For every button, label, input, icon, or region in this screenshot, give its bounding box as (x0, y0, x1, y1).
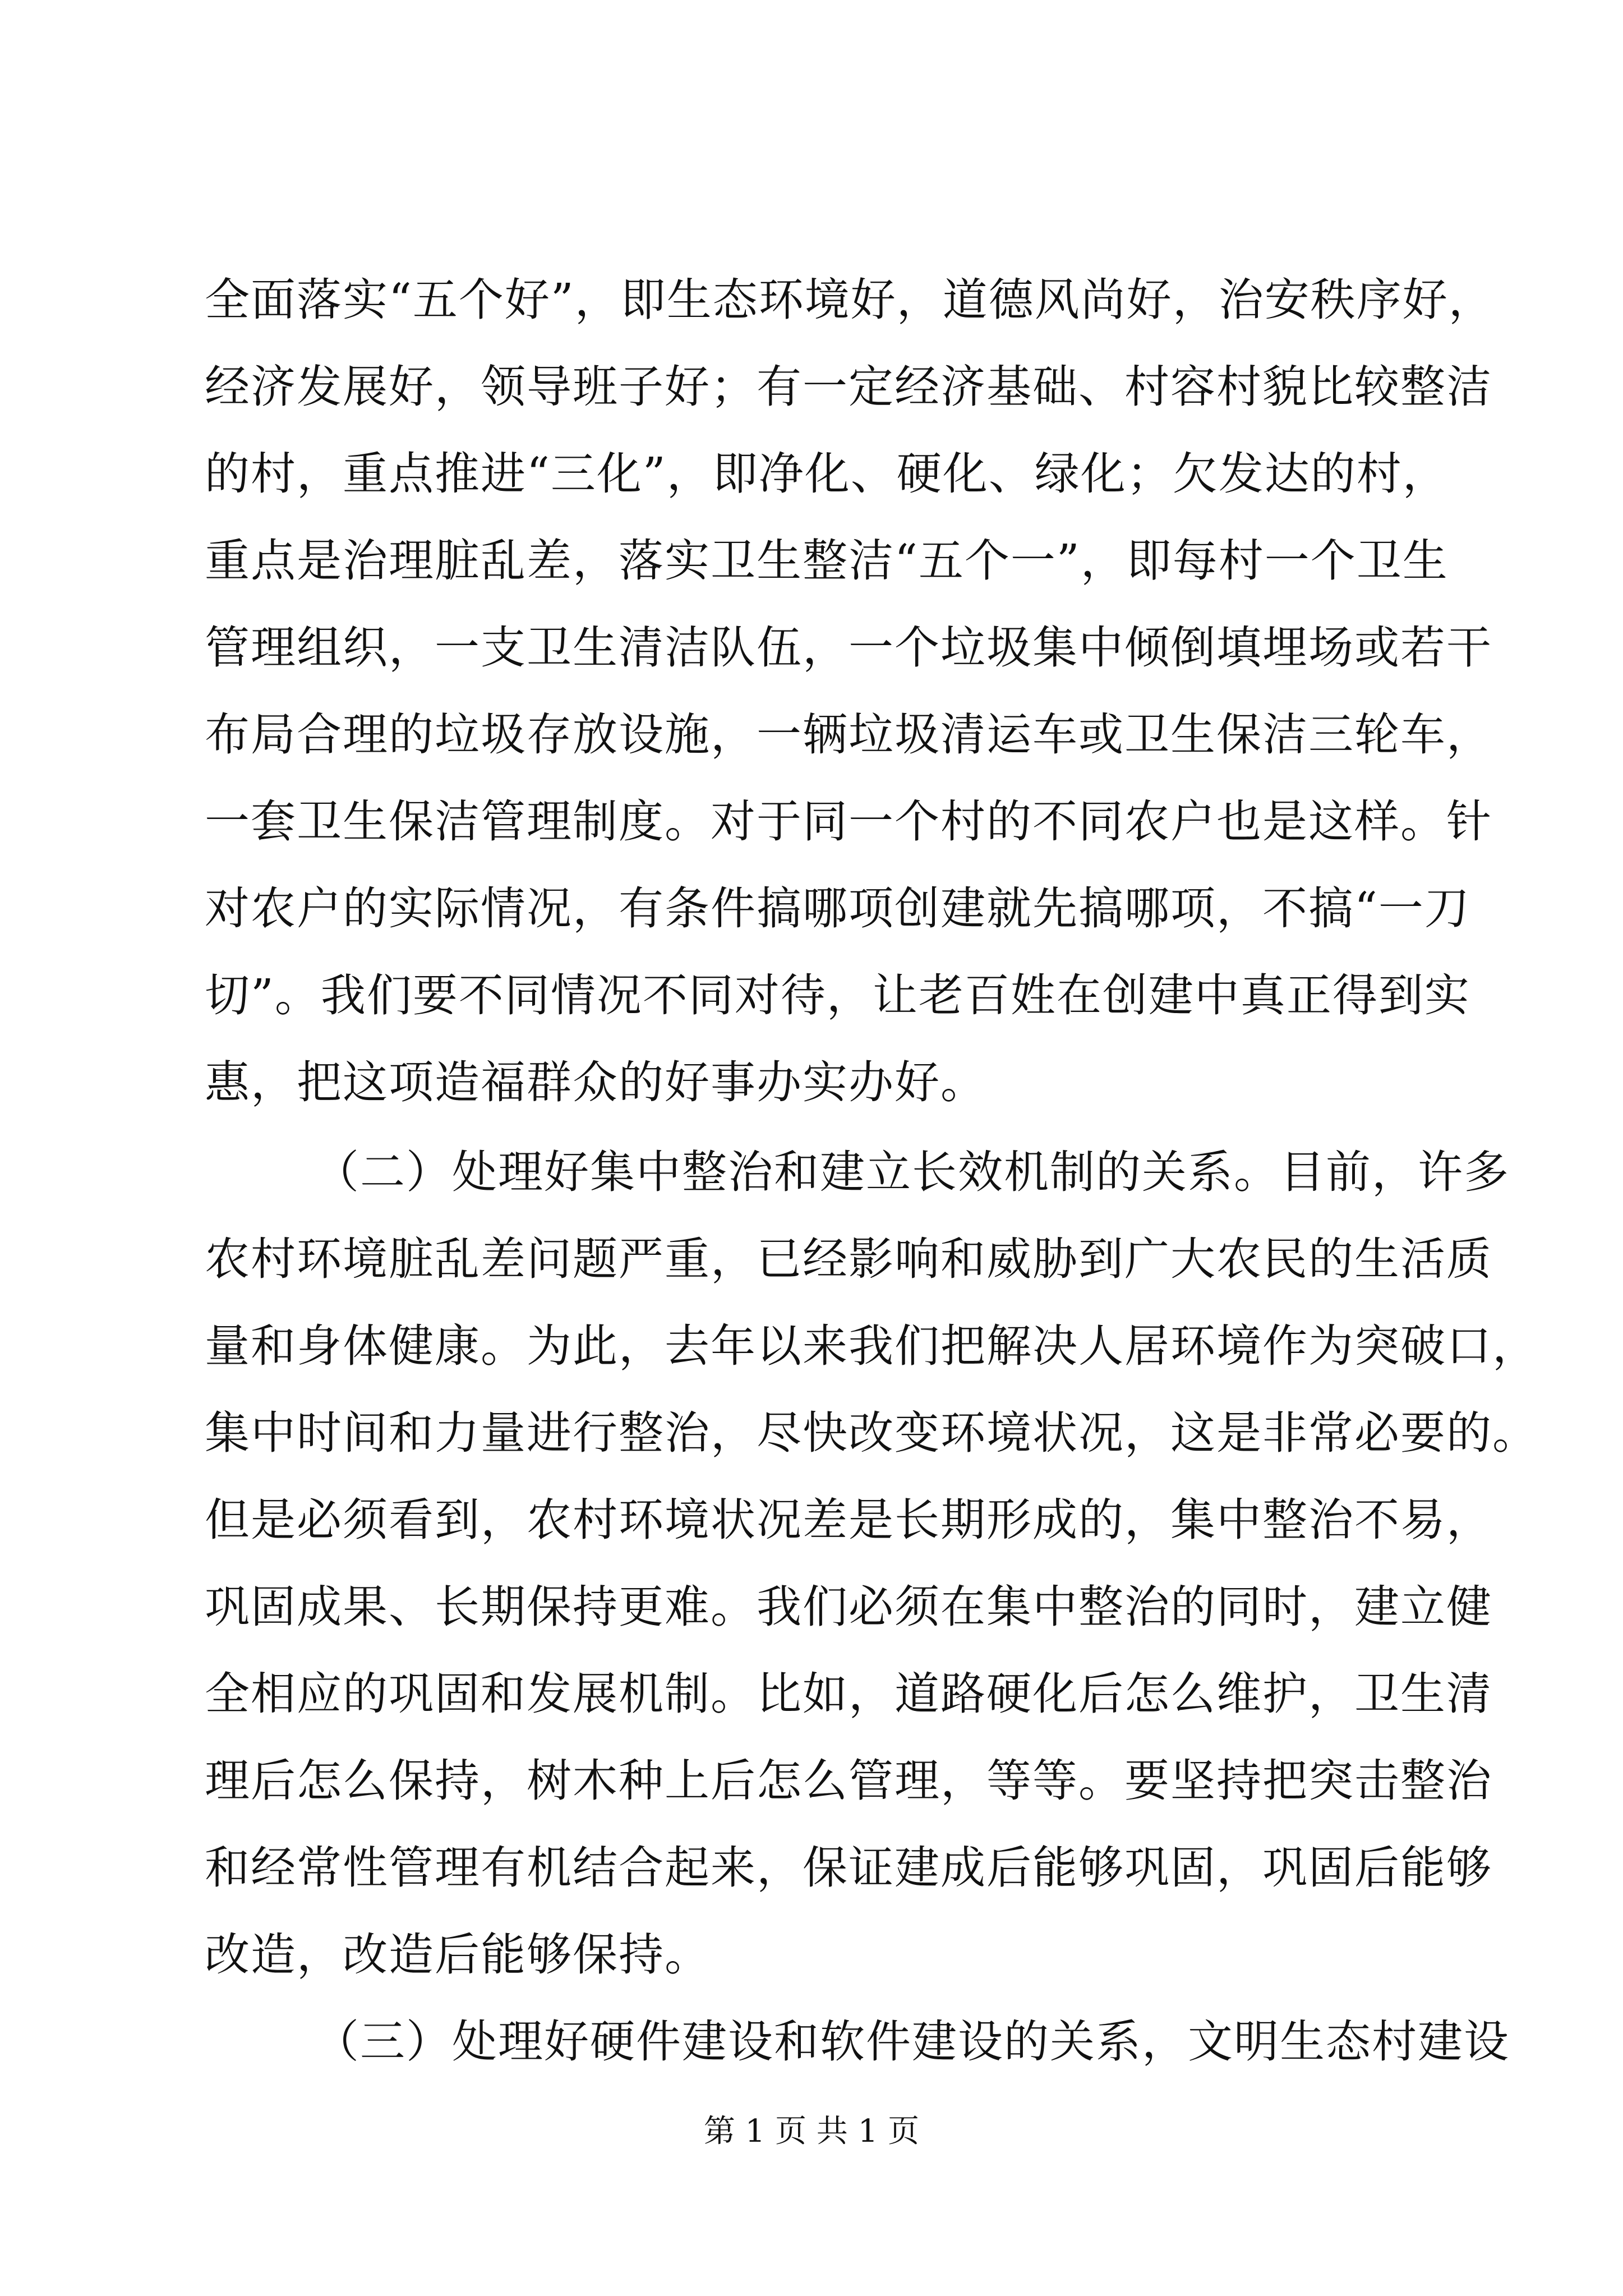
body-line: 惠，把这项造福群众的好事办实办好。 (205, 1056, 986, 1108)
body-line: 重点是治理脏乱差，落实卫生整洁“五个一”，即每村一个卫生 (205, 535, 1449, 587)
body-line: 管理组织，一支卫生清洁队伍，一个垃圾集中倾倒填埋场或若干 (205, 622, 1492, 674)
paragraph-heading-line: （三）处理好硬件建设和软件建设的关系，文明生态村建设 (314, 2016, 1510, 2068)
paragraph-heading-line: （二）处理好集中整治和建立长效机制的关系。目前，许多 (314, 1146, 1510, 1198)
body-line: 对农户的实际情况，有条件搞哪项创建就先搞哪项，不搞“一刀 (205, 882, 1470, 935)
body-line: 全面落实“五个好”，即生态环境好，道德风尚好，治安秩序好， (205, 274, 1495, 326)
body-line: 布局合理的垃圾存放设施，一辆垃圾清运车或卫生保洁三轮车， (205, 708, 1492, 761)
body-line: 农村环境脏乱差问题严重，已经影响和威胁到广大农民的生活质 (205, 1233, 1492, 1285)
body-line: 全相应的巩固和发展机制。比如，道路硬化后怎么维护，卫生清 (205, 1668, 1492, 1720)
body-line: 理后怎么保持，树木种上后怎么管理，等等。要坚持把突击整治 (205, 1755, 1492, 1807)
body-line: 和经常性管理有机结合起来，保证建成后能够巩固，巩固后能够 (205, 1842, 1492, 1894)
body-line: 经济发展好，领导班子好；有一定经济基础、村容村貌比较整洁 (205, 361, 1492, 413)
body-line: 巩固成果、长期保持更难。我们必须在集中整治的同时，建立健 (205, 1581, 1492, 1633)
body-line: 的村，重点推进“三化”，即净化、硬化、绿化；欠发达的村， (205, 448, 1449, 500)
body-line: 一套卫生保洁管理制度。对于同一个村的不同农户也是这样。针 (205, 795, 1492, 848)
body-line: 改造，改造后能够保持。 (205, 1929, 711, 1981)
body-line: 集中时间和力量进行整治，尽快改变环境状况，这是非常必要的。 (205, 1407, 1538, 1459)
page-footer: 第 1 页 共 1 页 (703, 2113, 920, 2150)
body-line: 但是必须看到，农村环境状况差是长期形成的，集中整治不易， (205, 1494, 1492, 1546)
body-line: 切”。我们要不同情况不同对待，让老百姓在创建中真正得到实 (205, 969, 1470, 1022)
body-line: 量和身体健康。为此，去年以来我们把解决人居环境作为突破口， (205, 1320, 1538, 1372)
